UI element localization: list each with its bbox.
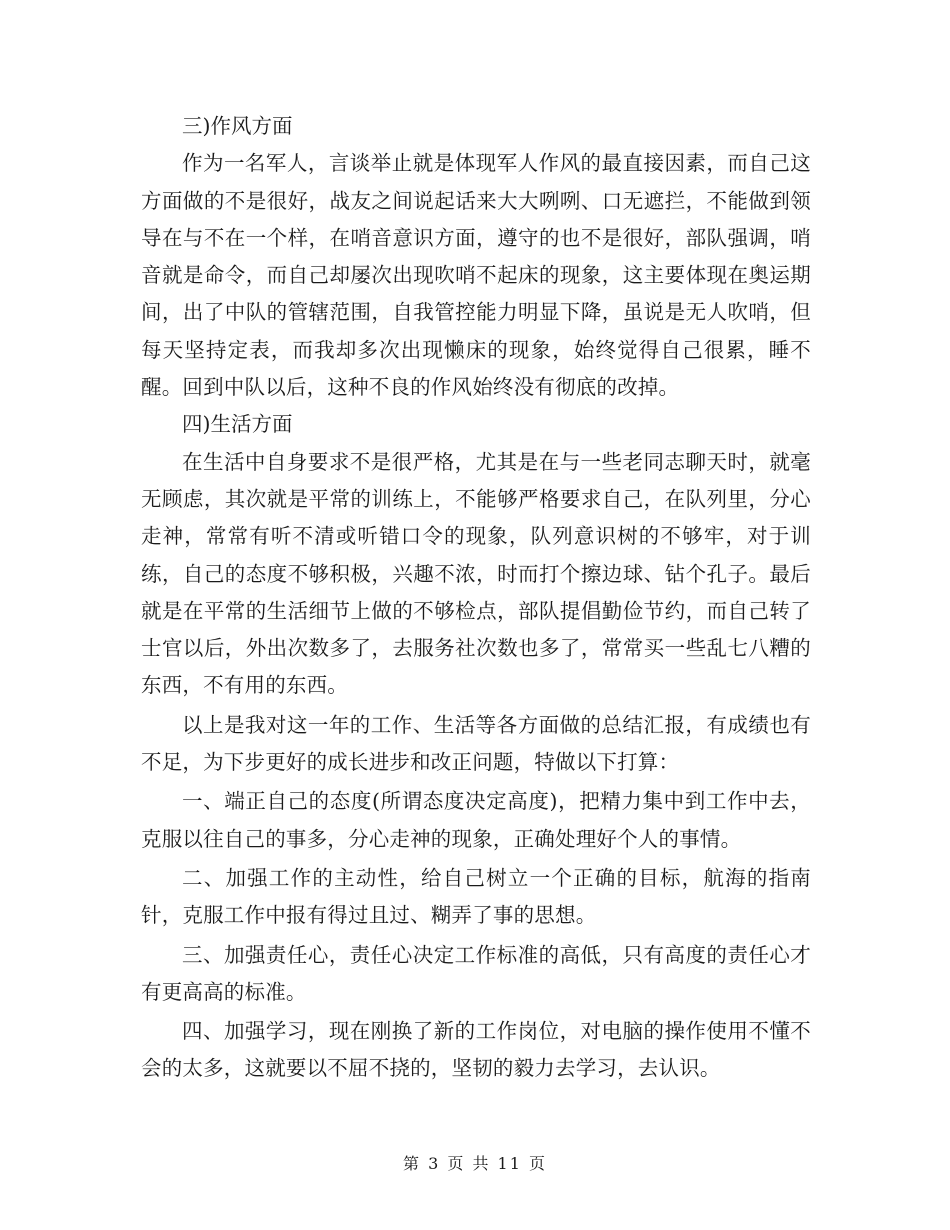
paragraph-life: 在生活中自身要求不是很严格，尤其是在与一些老同志聊天时，就毫无顾虑，其次就是平常的训练上，不能够严格要求自己，在队列里，分心走神，常常有听不清或听错口令的现象，队列意识树的不够牢，对于训练，自己的态度不够积极，兴趣不浓，时而打个擦边球、钻个孔子。最后就是在平常的生活细节上做的不够检点，部队提倡勤俭节约，而自己转了士官以后，外出次数多了，去服务社次数也多了，常常买一些乱七八糟的东西，不有用的东西。 [141, 449, 811, 698]
page-number-footer: 第 3 页 共 11 页 [403, 1154, 547, 1173]
section-heading-life: 四)生活方面 [182, 412, 293, 437]
paragraph-summary: 以上是我对这一年的工作、生活等各方面做的总结汇报，有成绩也有不足，为下步更好的成长进步和改正问题，特做以下打算： [141, 712, 811, 775]
plan-item-1: 一、端正自己的态度(所谓态度决定高度)，把精力集中到工作中去，克服以往自己的事多，分心走神的现象，正确处理好个人的事情。 [141, 789, 811, 851]
plan-item-2: 二、加强工作的主动性，给自己树立一个正确的目标，航海的指南针，克服工作中报有得过且过、糊弄了事的思想。 [141, 865, 811, 928]
document-body [141, 108, 811, 1088]
plan-item-4: 四、加强学习，现在刚换了新的工作岗位，对电脑的操作使用不懂不会的太多，这就要以不屈不挠的，坚韧的毅力去学习，去认识。 [141, 1019, 811, 1081]
plan-item-3: 三、加强责任心，责任心决定工作标准的高低，只有高度的责任心才有更高高的标准。 [141, 942, 811, 1004]
section-heading-style: 三)作风方面 [182, 114, 293, 138]
paragraph-style: 作为一名军人，言谈举止就是体现军人作风的最直接因素，而自己这方面做的不是很好，战友之间说起话来大大咧咧、口无遮拦，不能做到领导在与不在一个样，在哨音意识方面，遵守的也不是很好，部队强调，哨音就是命令，而自己却屡次出现吹哨不起床的现象，这主要体现在奥运期间，出了中队的管辖范围，自我管控能力明显下降，虽说是无人吹哨，但每天坚持定表，而我却多次出现懒床的现象，始终觉得自己很累，睡不醒。回到中队以后，这种不良的作风始终没有彻底的改掉。 [141, 151, 811, 400]
